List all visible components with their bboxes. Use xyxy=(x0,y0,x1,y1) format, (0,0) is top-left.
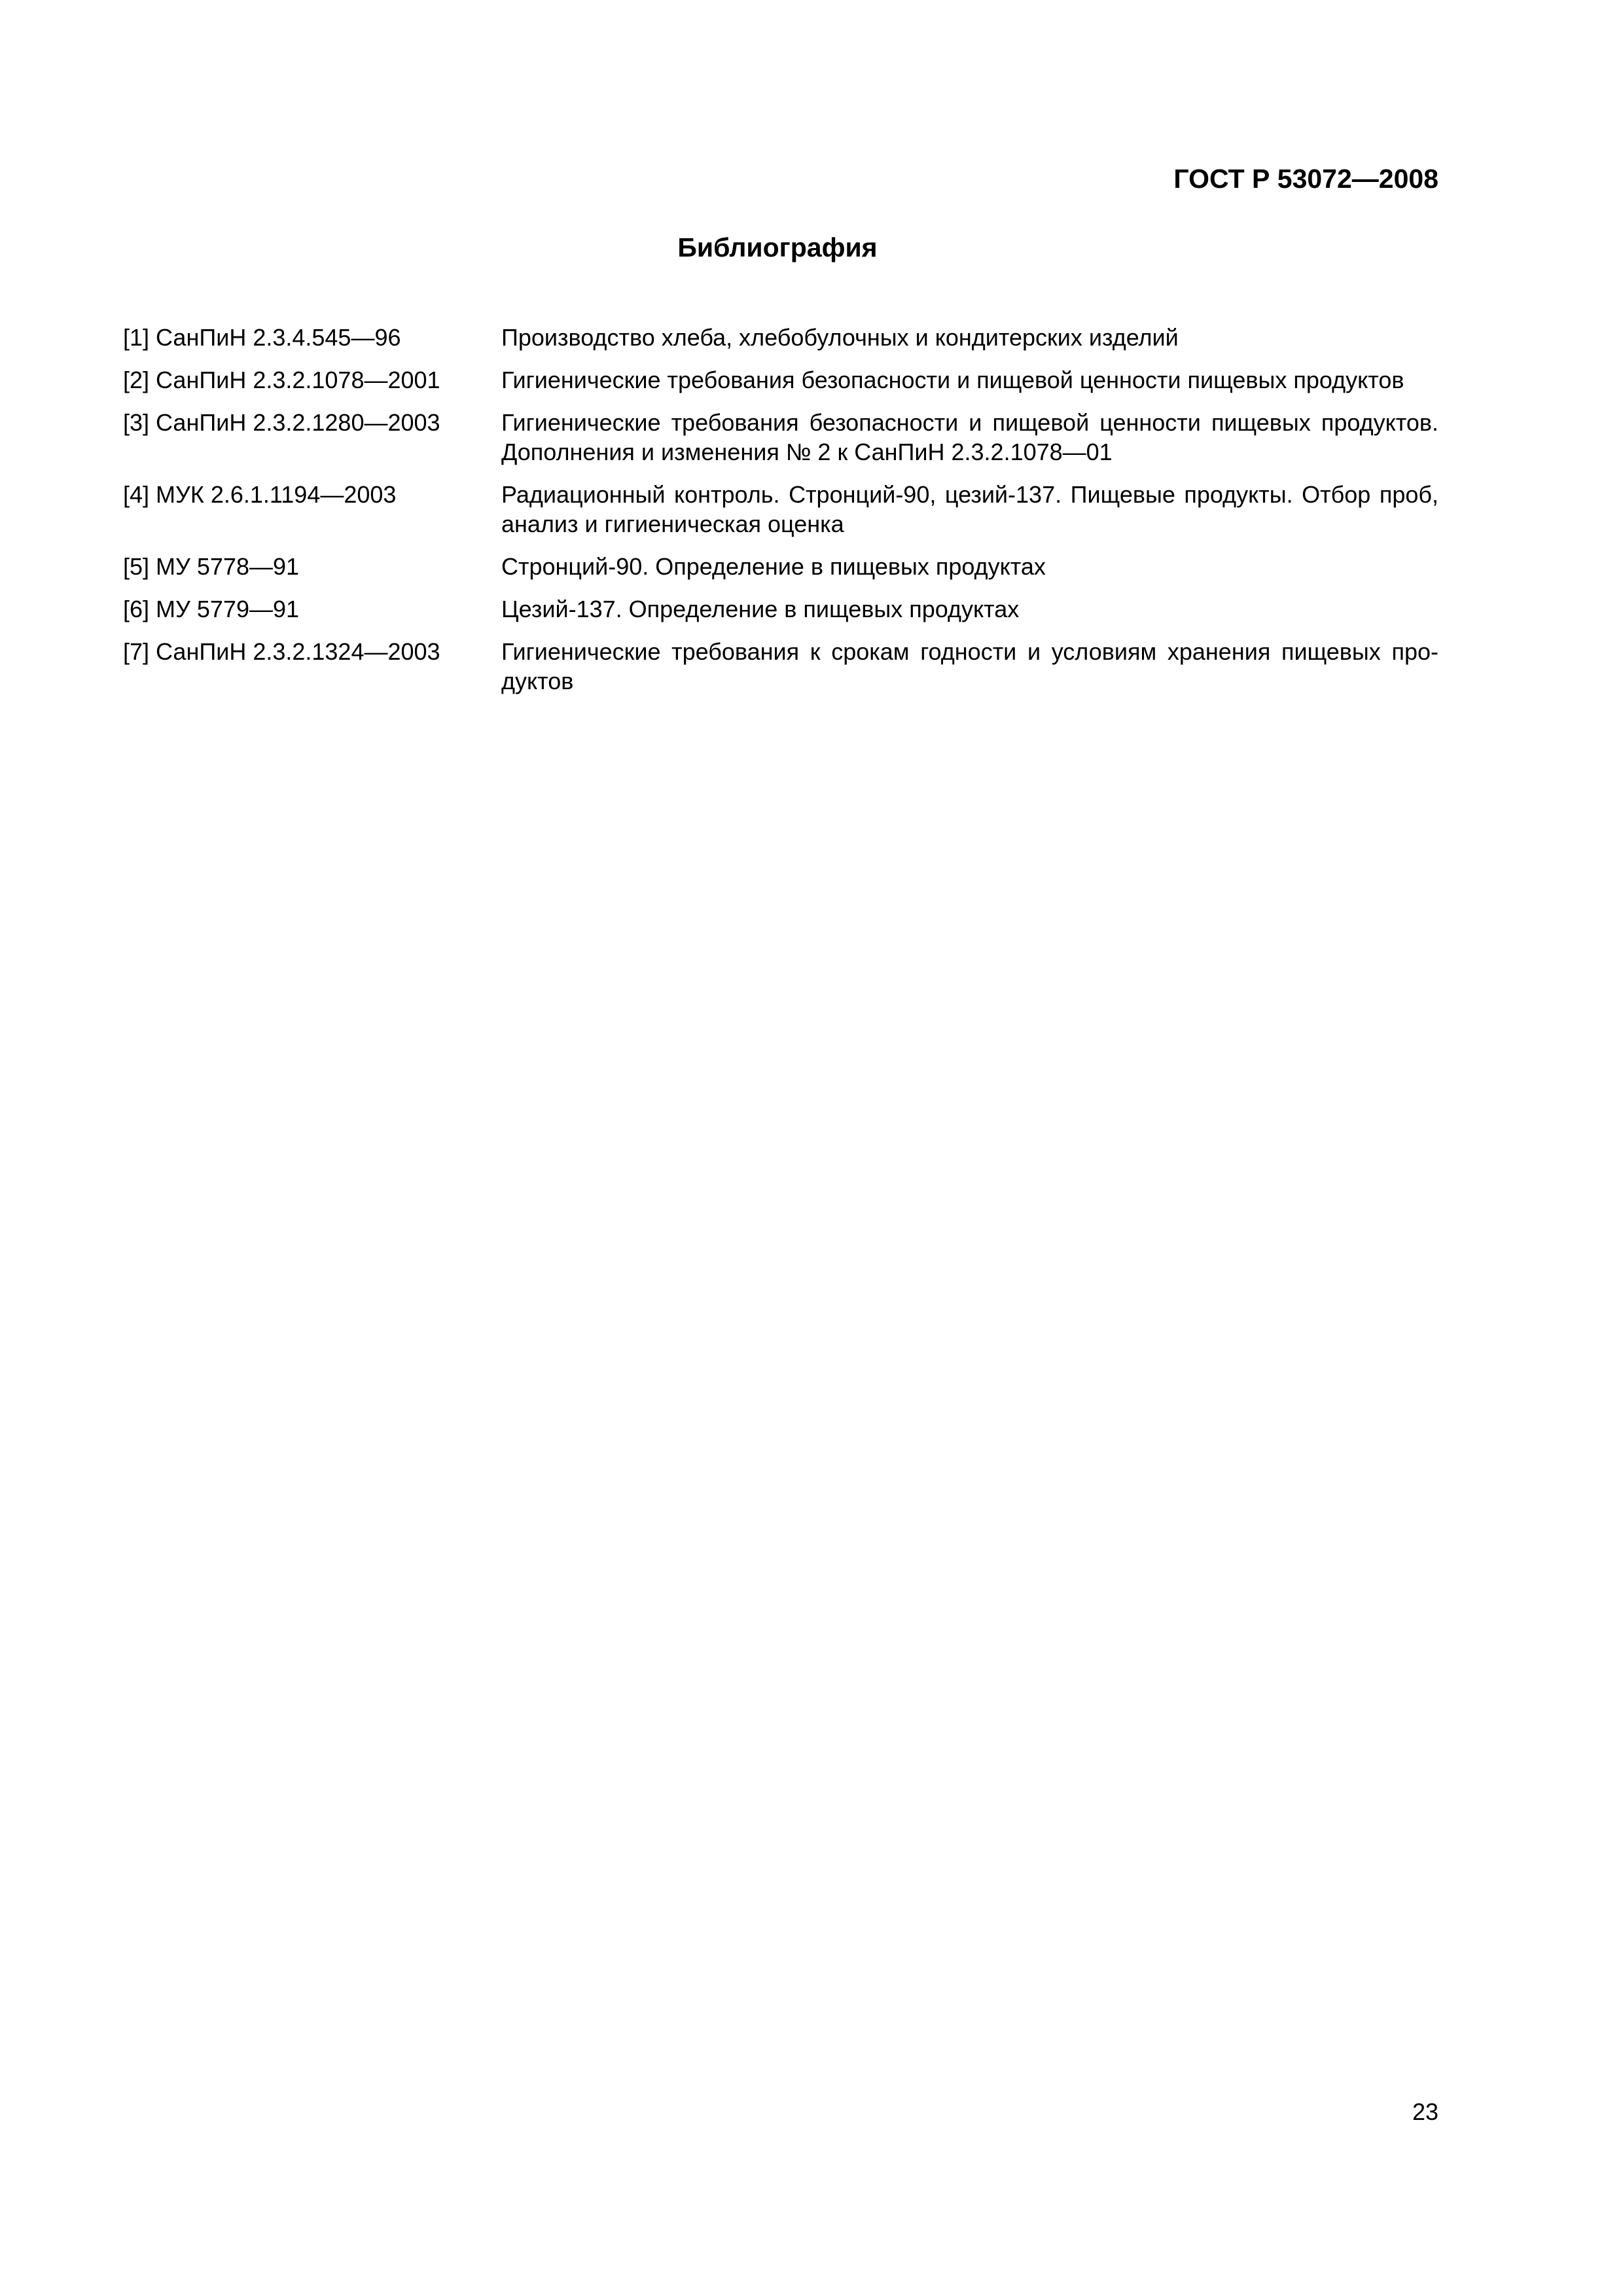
bibliography-ref: [3] СанПиН 2.3.2.1280—2003 xyxy=(123,409,440,436)
bibliography-ref: [7] СанПиН 2.3.2.1324—2003 xyxy=(123,638,440,665)
bibliography-ref: [6] МУ 5779—91 xyxy=(123,596,300,622)
bibliography-entry-4 xyxy=(123,480,1438,539)
bibliography-list xyxy=(123,323,1438,709)
bibliography-entry-3 xyxy=(123,408,1438,467)
bibliography-description: Гигиенические требования безопасности и пищевой ценности пищевых продуктов xyxy=(501,367,1404,393)
bibliography-entry-2 xyxy=(123,365,1438,395)
bibliography-description: Стронций-90. Определение в пищевых продуктах xyxy=(501,553,1046,580)
bibliography-ref: [1] СанПиН 2.3.4.545—96 xyxy=(123,324,401,351)
bibliography-entry-5 xyxy=(123,552,1438,581)
bibliography-description: Цезий-137. Определение в пищевых продуктах xyxy=(501,596,1020,622)
bibliography-description: Гигиенические требования к срокам годности и условиям хранения пищевых продуктов xyxy=(501,638,1438,694)
section-title: Библиография xyxy=(677,232,878,262)
bibliography-ref: [2] СанПиН 2.3.2.1078—2001 xyxy=(123,367,440,393)
bibliography-entry-7 xyxy=(123,637,1438,696)
bibliography-ref: [4] МУК 2.6.1.1194—2003 xyxy=(123,481,397,508)
document-code: ГОСТ Р 53072—2008 xyxy=(1173,164,1438,194)
bibliography-ref: [5] МУ 5778—91 xyxy=(123,553,300,580)
bibliography-description: Гигиенические требования безопасности и пищевой ценности пищевых продуктов. Дополнения и изменения № 2 к СанПиН 2.3.2.1078—01 xyxy=(501,409,1438,465)
bibliography-description: Производство хлеба, хлебобулочных и кондитерских изделий xyxy=(501,324,1179,351)
page-number: 23 xyxy=(1412,2098,1438,2125)
bibliography-entry-6 xyxy=(123,594,1438,624)
bibliography-description: Радиационный контроль. Стронций-90, цезий-137. Пищевые продукты. Отбор проб, анализ и гигиеническая оценка xyxy=(501,481,1438,537)
bibliography-entry-1 xyxy=(123,323,1438,352)
